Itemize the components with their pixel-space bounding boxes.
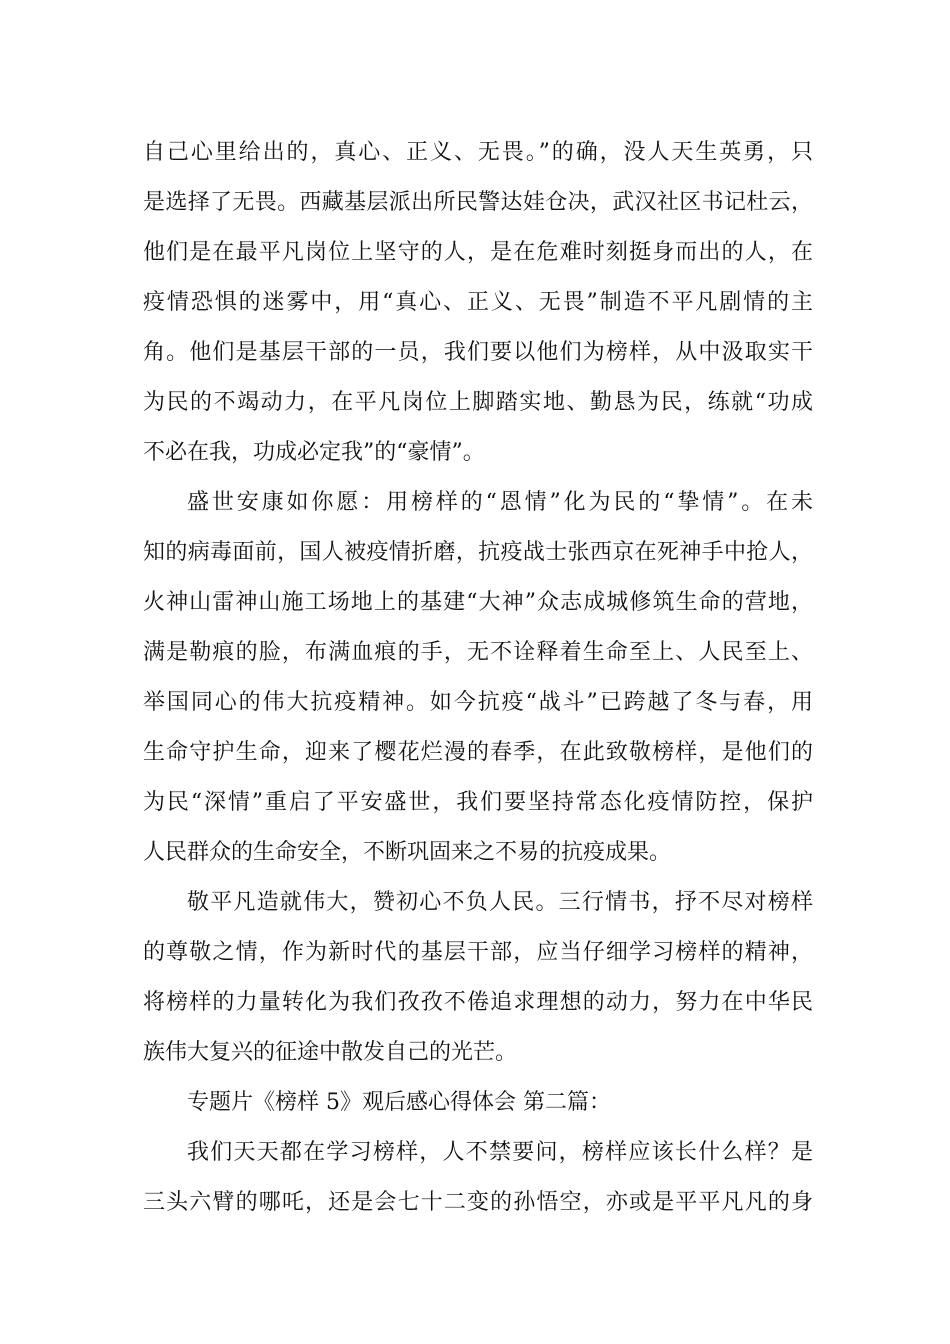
text-line: 我们天天都在学习榜样，人不禁要问，榜样应该长什么样？是: [187, 1140, 813, 1165]
text-line: 满是勒痕的脸，布满血痕的手，无不诠释着生命至上、人民至上、: [143, 640, 813, 665]
text-line: 疫情恐惧的迷雾中，用“真心、正义、无畏”制造不平凡剧情的主: [143, 290, 813, 315]
text-line: 举国同心的伟大抗疫精神。如今抗疫“战斗”已跨越了冬与春，用: [143, 690, 813, 715]
text-line: 的尊敬之情，作为新时代的基层干部，应当仔细学习榜样的精神，: [143, 940, 813, 965]
text-line: 族伟大复兴的征途中散发自己的光芒。: [143, 1040, 518, 1065]
text-line: 人民群众的生命安全，不断巩固来之不易的抗疫成果。: [143, 840, 672, 865]
section-heading: 专题片《榜样 5》观后感心得体会 第二篇：: [187, 1090, 611, 1115]
text-line: 自己心里给出的，真心、正义、无畏。”的确，没人天生英勇，只: [143, 140, 813, 165]
text-line: 三头六臂的哪吒，还是会七十二变的孙悟空，亦或是平平凡凡的身: [143, 1190, 813, 1215]
document-body: [143, 128, 813, 1228]
text-line: 不必在我，功成必定我”的“豪情”。: [143, 440, 485, 465]
text-line: 他们是在最平凡岗位上坚守的人，是在危难时刻挺身而出的人，在: [143, 240, 813, 265]
text-line: 生命守护生命，迎来了樱花烂漫的春季，在此致敬榜样，是他们的: [143, 740, 813, 765]
text-line: 将榜样的力量转化为我们孜孜不倦追求理想的动力，努力在中华民: [143, 990, 813, 1015]
text-line: 为民“深情”重启了平安盛世，我们要坚持常态化疫情防控，保护: [143, 790, 813, 815]
text-line: 为民的不竭动力，在平凡岗位上脚踏实地、勤恳为民，练就“功成: [143, 390, 813, 415]
text-line: 敬平凡造就伟大，赞初心不负人民。三行情书，抒不尽对榜样: [187, 890, 813, 915]
text-line: 盛世安康如你愿：用榜样的“恩情”化为民的“挚情”。在未: [187, 490, 813, 515]
text-line: 知的病毒面前，国人被疫情折磨，抗疫战士张西京在死神手中抢人，: [143, 540, 813, 565]
text-line: 火神山雷神山施工场地上的基建“大神”众志成城修筑生命的营地，: [143, 590, 813, 615]
text-line: 是选择了无畏。西藏基层派出所民警达娃仓决，武汉社区书记杜云，: [143, 190, 813, 215]
text-line: 角。他们是基层干部的一员，我们要以他们为榜样，从中汲取实干: [143, 340, 813, 365]
